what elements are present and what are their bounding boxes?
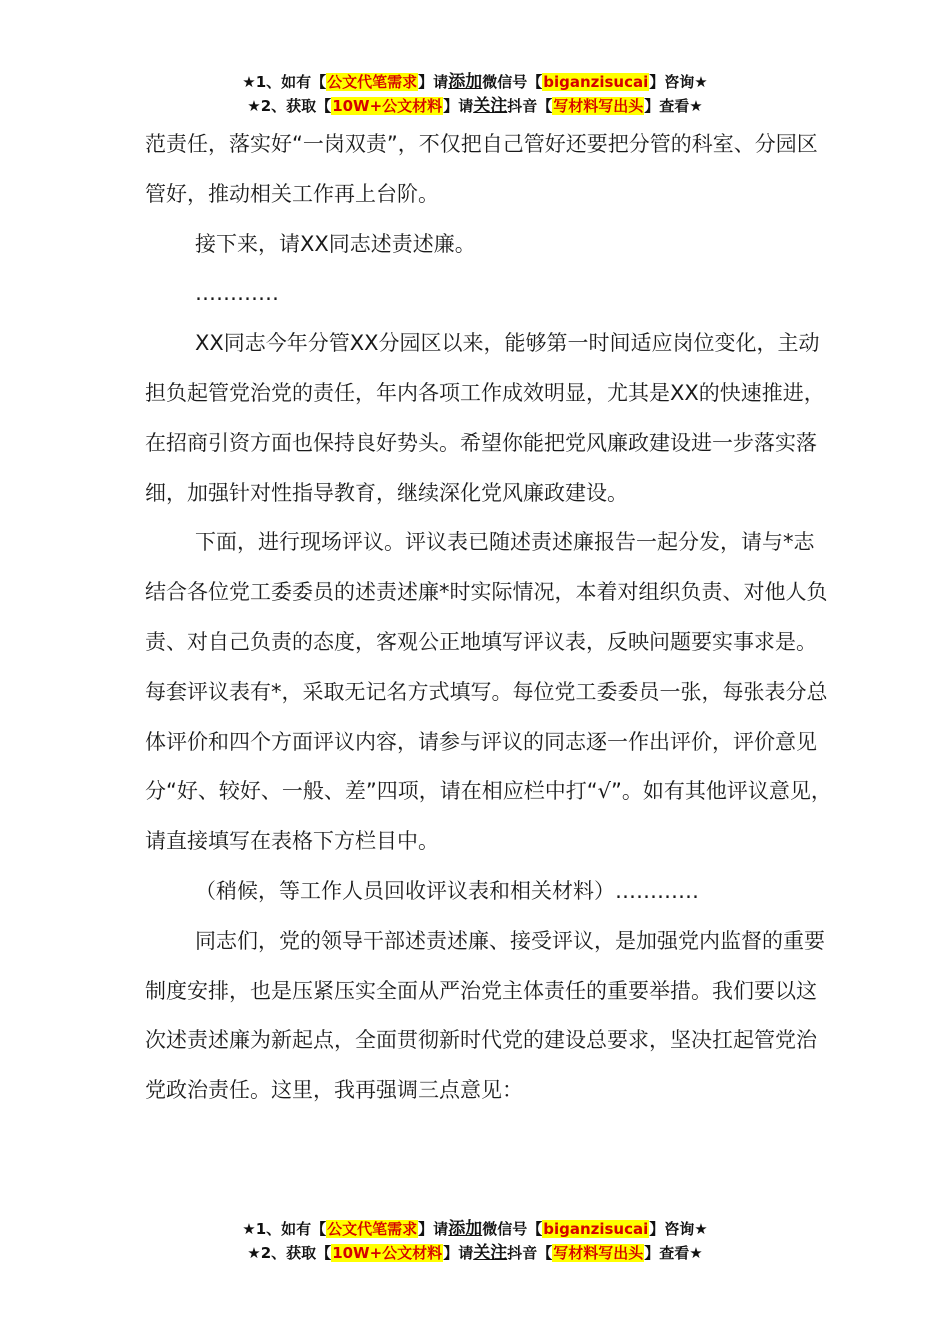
highlight-materials: 10W+公文材料 [332, 97, 443, 115]
banner-line-2: ★2、获取【10W+公文材料】请关注抖音【写材料写出头】查看★ [247, 96, 703, 116]
header-banner [0, 70, 950, 118]
document-body [145, 120, 835, 1116]
highlight-douyin: 写材料写出头 [553, 1244, 644, 1262]
banner-line-1: ★1、如有【公文代笔需求】请添加微信号【biganzisucai】咨询★ [242, 72, 708, 92]
paragraph: 接下来，请XX同志述责述廉。 [195, 231, 476, 256]
paragraph: 下面，进行现场评议。评议表已随述责述廉报告一起分发，请与*志结合各位党工委委员的述责述廉*时实际情况，本着对组织负责、对他人负责、对自己负责的态度，客观公正地填写评议表，反映问题要实事求是。每套评议表有*，采取无记名方式填写。每位党工委委员一张，每张表分总体评价和四个方面评议内容，请参与评议的同志逐一作出评价，评价意见分“好、较好、一般、差”四项，请在相应栏中打“√”。如有其他评议意见，请直接填写在表格下方栏目中。 [145, 530, 832, 854]
paragraph: ………… [195, 281, 279, 306]
highlight-service: 公文代笔需求 [327, 73, 418, 91]
paragraph: （稍候，等工作人员回收评议表和相关材料）………… [195, 878, 699, 903]
paragraph: XX同志今年分管XX分园区以来，能够第一时间适应岗位变化，主动担负起管党治党的责任，年内各项工作成效明显，尤其是XX的快速推进，在招商引资方面也保持良好势头。希望你能把党风廉政建设进一步落实落细，加强针对性指导教育，继续深化党风廉政建设。 [145, 331, 825, 505]
highlight-materials: 10W+公文材料 [332, 1244, 443, 1262]
paragraph: 范责任，落实好“一岗双责”，不仅把自己管好还要把分管的科室、分园区管好，推动相关工作再上台阶。 [145, 132, 818, 206]
banner-line-2: ★2、获取【10W+公文材料】请关注抖音【写材料写出头】查看★ [247, 1243, 703, 1263]
footer-banner [0, 1217, 950, 1265]
highlight-wechat-id: biganzisucai [543, 1220, 649, 1238]
highlight-wechat-id: biganzisucai [543, 73, 649, 91]
paragraph: 同志们，党的领导干部述责述廉、接受评议，是加强党内监督的重要制度安排，也是压紧压实全面从严治党主体责任的重要举措。我们要以这次述责述廉为新起点，全面贯彻新时代党的建设总要求，坚决扛起管党治党政治责任。这里，我再强调三点意见： [145, 928, 825, 1103]
banner-line-1: ★1、如有【公文代笔需求】请添加微信号【biganzisucai】咨询★ [242, 1219, 708, 1239]
highlight-douyin: 写材料写出头 [553, 97, 644, 115]
highlight-service: 公文代笔需求 [327, 1220, 418, 1238]
